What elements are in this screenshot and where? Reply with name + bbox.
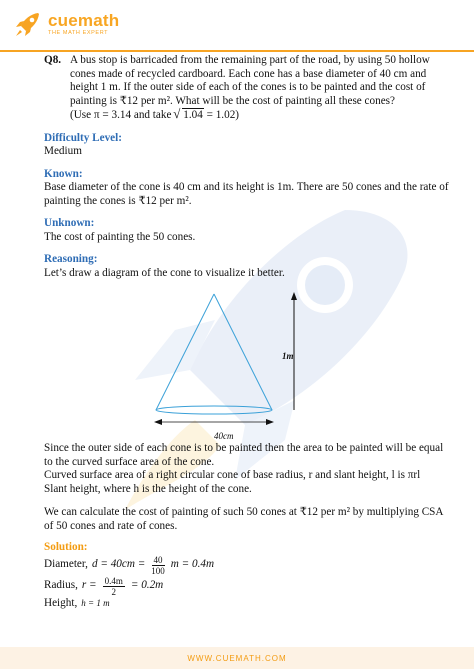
brand-logo bbox=[14, 10, 119, 38]
reasoning-para-3: Slant height, where h is the height of the cone. bbox=[44, 482, 252, 495]
diameter-label: 40cm bbox=[214, 431, 234, 441]
diameter-denominator: 100 bbox=[151, 565, 165, 576]
hint-sqrt: √ 1.04 bbox=[182, 108, 204, 123]
question-number: Q8. bbox=[44, 54, 62, 66]
height-arrow-head bbox=[291, 292, 297, 300]
hint-suffix: = 1.02) bbox=[206, 109, 240, 121]
diameter-numerator: 40 bbox=[153, 554, 163, 565]
footer bbox=[0, 647, 474, 669]
radius-numerator: 0.4m bbox=[104, 575, 123, 586]
diameter-arrow-right-head bbox=[266, 419, 274, 425]
hint-prefix: (Use π = 3.14 and take bbox=[70, 109, 172, 121]
main-content bbox=[44, 54, 454, 610]
solution-radius bbox=[44, 576, 454, 597]
solution-diameter bbox=[44, 555, 454, 576]
height-label: 1m bbox=[282, 351, 294, 361]
reasoning-para-4: We can calculate the cost of painting of such 50 cones at ₹12 per m² by multiplying CSA of 50 cones and rate of cones. bbox=[44, 506, 443, 532]
question-text: A bus stop is barricaded from the remaining part of the road, by using 50 hollow cones made of recycled cardboard. Each cone has a base diameter of 40 cm and height 1 m. If the outer side of each of the cones is to be painted and the cost of painting is ₹12 per m². What will be the cost of painting all these cones? bbox=[70, 54, 430, 107]
footer-url[interactable]: WWW.CUEMATH.COM bbox=[187, 653, 287, 663]
header-divider bbox=[0, 50, 474, 52]
known-heading: Known: bbox=[44, 167, 83, 180]
radius-fraction bbox=[103, 576, 125, 597]
reasoning-para-1: Since the outer side of each cone is to be painted then the area to be painted will be equal to the curved surface area of the cone. bbox=[44, 442, 444, 468]
reasoning-para-2: Curved surface area of a right circular cone of base radius, r and slant height, l is πrl bbox=[44, 469, 421, 481]
diameter-expression: d = 40cm = bbox=[91, 558, 146, 571]
reasoning-heading: Reasoning: bbox=[44, 253, 98, 265]
difficulty-heading: Difficulty Level: bbox=[44, 131, 122, 144]
radius-label-text: Radius, bbox=[44, 579, 78, 592]
unknown-heading: Unknown: bbox=[44, 217, 95, 229]
diameter-label-text: Diameter, bbox=[44, 558, 88, 571]
cone-right-edge bbox=[214, 294, 272, 410]
height-expression: h = 1 m bbox=[81, 597, 110, 608]
cone-diagram bbox=[154, 282, 334, 442]
question-hint bbox=[70, 108, 454, 123]
rocket-logo-icon bbox=[14, 10, 42, 38]
radius-expression: r = bbox=[81, 579, 97, 592]
brand-tagline: THE MATH EXPERT bbox=[48, 29, 109, 36]
question-block bbox=[44, 54, 454, 123]
known-text: Base diameter of the cone is 40 cm and its height is 1m. There are 50 cones and the rate of painting the cones is ₹12 per m². bbox=[44, 181, 449, 207]
cone-base bbox=[156, 406, 272, 414]
reasoning-intro: Let’s draw a diagram of the cone to visualize it better. bbox=[44, 266, 285, 279]
cone-left-edge bbox=[156, 294, 214, 410]
height-label-text: Height, bbox=[44, 596, 78, 609]
diameter-result: m = 0.4m bbox=[170, 558, 215, 571]
radius-denominator: 2 bbox=[111, 586, 116, 597]
cone-figure bbox=[154, 282, 334, 442]
solution-heading: Solution: bbox=[44, 541, 88, 553]
diameter-fraction bbox=[151, 555, 165, 576]
radius-result: = 0.2m bbox=[130, 579, 164, 592]
unknown-text: The cost of painting the 50 cones. bbox=[44, 230, 196, 243]
diameter-arrow-left-head bbox=[154, 419, 162, 425]
brand-name: cuemath bbox=[48, 10, 120, 30]
difficulty-value: Medium bbox=[44, 145, 82, 157]
solution-height bbox=[44, 597, 454, 611]
